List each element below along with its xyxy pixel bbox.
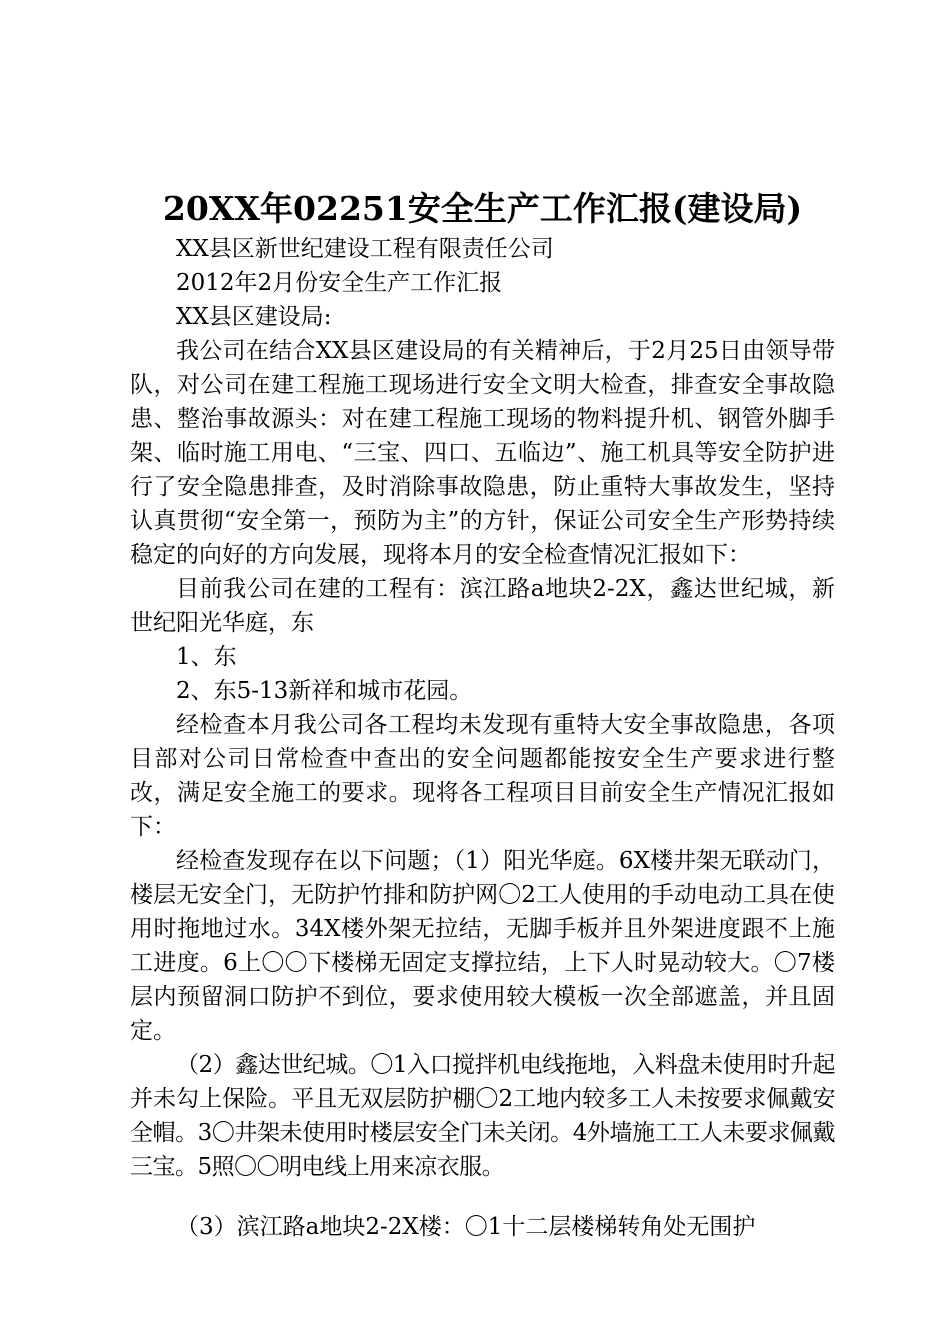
project-item-2: 2、东5-13新祥和城市花园。	[176, 678, 473, 704]
document-page	[130, 0, 835, 1344]
issues-paragraph-2: （2）鑫达世纪城。〇1入口搅拌机电线拖地，入料盘未使用时升起并未勾上保险。平且无双层防护棚〇2工地内较多工人未按要求佩戴安全帽。3〇井架未使用时楼层安全门未关闭。4外墙施工工人未要求佩戴三宝。5照〇〇明电线上用来凉衣服。	[130, 1052, 835, 1180]
projects-paragraph: 目前我公司在建的工程有：滨江路a地块2-2X，鑫达世纪城，新世纪阳光华庭，东	[130, 576, 835, 636]
salutation: XX县区建设局:	[176, 304, 332, 330]
issues-paragraph-1: 经检查发现存在以下问题；（1）阳光华庭。6X楼井架无联动门，楼层无安全门，无防护竹排和防护网〇2工人使用的手动电动工具在使用时拖地过水。34X楼外架无拉结，无脚手板并且外架进度跟不上施工进度。6上〇〇下楼梯无固定支撑拉结，上下人时晃动较大。〇7楼层内预留洞口防护不到位，要求使用较大模板一次全部遮盖，并且固定。	[130, 848, 835, 1044]
project-item-1: 1、东	[176, 644, 237, 670]
report-subtitle: 2012年2月份安全生产工作汇报	[176, 270, 503, 296]
company-name: XX县区新世纪建设工程有限责任公司	[176, 236, 554, 262]
issues-paragraph-3: （3）滨江路a地块2-2X楼：〇1十二层楼梯转角处无围护	[176, 1214, 756, 1240]
intro-paragraph: 我公司在结合XX县区建设局的有关精神后，于2月25日由领导带队，对公司在建工程施工现场进行安全文明大检查，排查安全事故隐患、整治事故源头：对在建工程施工现场的物料提升机、钢管外脚手架、临时施工用电、“三宝、四口、五临边”、施工机具等安全防护进行了安全隐患排查，及时消除事故隐患，防止重特大事故发生，坚持认真贯彻“安全第一，预防为主”的方针，保证公司安全生产形势持续稳定的向好的方向发展，现将本月的安全检查情况汇报如下：	[130, 338, 835, 568]
document-body	[130, 232, 835, 1244]
inspection-summary-paragraph: 经检查本月我公司各工程均未发现有重特大安全事故隐患，各项目部对公司日常检查中查出的安全问题都能按安全生产要求进行整改，满足安全施工的要求。现将各工程项目目前安全生产情况汇报如下：	[130, 712, 835, 840]
document-title: 20XX年02251安全生产工作汇报(建设局)	[162, 189, 803, 228]
paragraph-gap	[130, 1184, 835, 1210]
